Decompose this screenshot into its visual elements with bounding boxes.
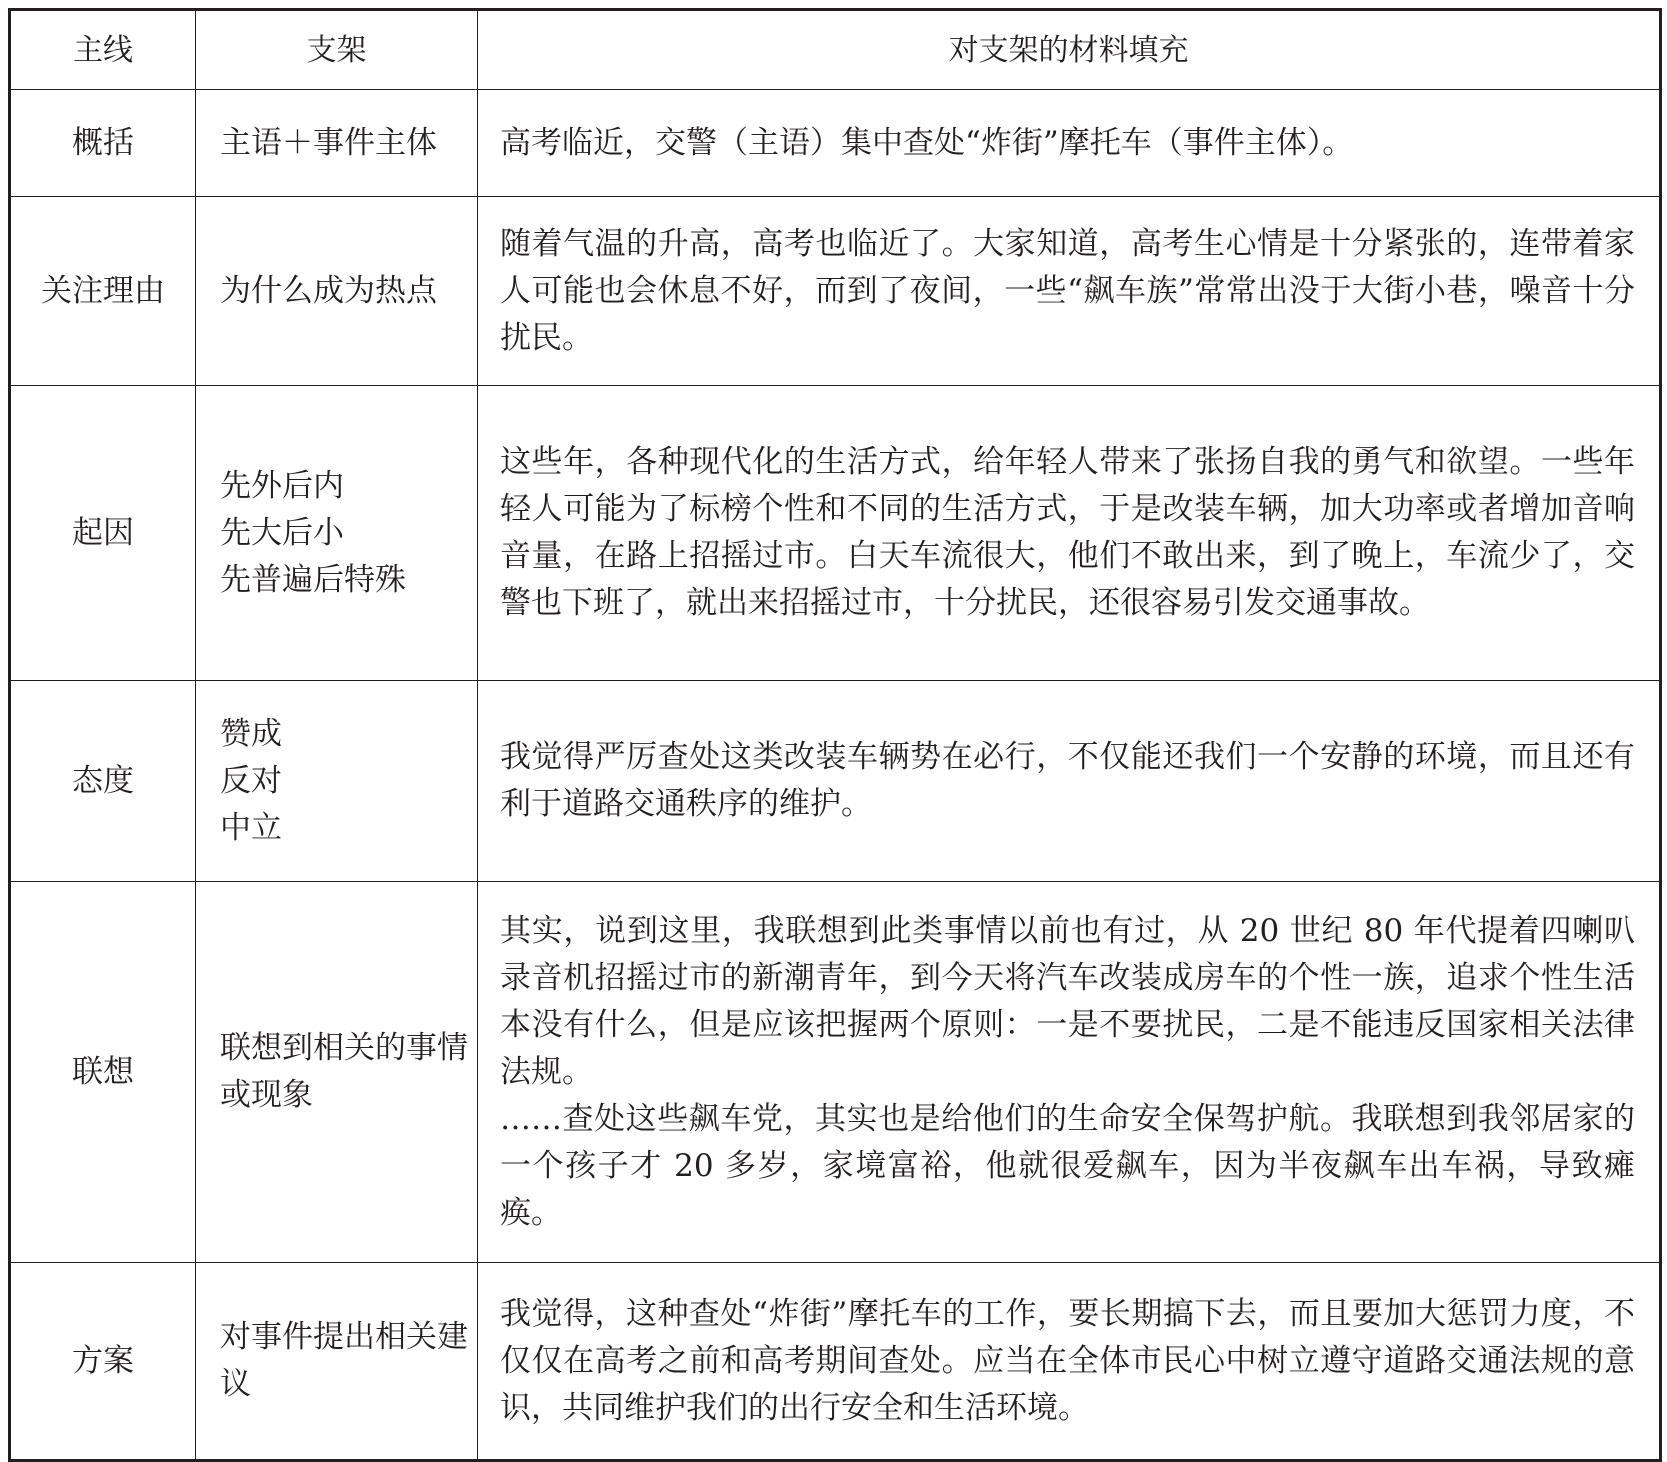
table-row — [10, 681, 1661, 882]
fill-paragraph: 高考临近，交警（主语）集中查处“炸街”摩托车（事件主体）。 — [500, 124, 1354, 161]
header-main: 主线 — [10, 10, 196, 90]
table-row — [10, 386, 1661, 681]
row-frame-cell — [196, 1263, 478, 1461]
row-main-cell: 起因 — [10, 386, 196, 681]
frame-line: 先外后内 — [220, 467, 344, 504]
row-fill-cell — [478, 1263, 1661, 1461]
row-frame-cell — [196, 197, 478, 386]
row-main-cell: 概括 — [10, 90, 196, 197]
row-fill-cell — [478, 882, 1661, 1263]
fill-paragraph: ……查处这些飙车党，其实也是给他们的生命安全保驾护航。我联想到我邻居家的一个孩子才 20 多岁，家境富裕，他就很爱飙车，因为半夜飙车出车祸，导致瘫痪。 — [500, 1100, 1635, 1231]
row-fill-cell — [478, 681, 1661, 882]
row-frame-cell — [196, 90, 478, 197]
frame-line: 先普遍后特殊 — [220, 561, 406, 598]
row-main-cell: 方案 — [10, 1263, 196, 1461]
row-fill-cell — [478, 386, 1661, 681]
document-page — [8, 8, 1659, 1462]
outline-table — [8, 8, 1662, 1462]
fill-paragraph: 我觉得，这种查处“炸街”摩托车的工作，要长期搞下去，而且要加大惩罚力度，不仅仅在高考之前和高考期间查处。应当在全体市民心中树立遵守道路交通法规的意识，共同维护我们的出行安全和生活环境。 — [500, 1295, 1635, 1426]
frame-line: 为什么成为热点 — [220, 272, 437, 309]
table-row — [10, 90, 1661, 197]
fill-paragraph: 这些年，各种现代化的生活方式，给年轻人带来了张扬自我的勇气和欲望。一些年轻人可能为了标榜个性和不同的生活方式，于是改装车辆，加大功率或者增加音响音量，在路上招摇过市。白天车流很大，他们不敢出来，到了晚上，车流少了，交警也下班了，就出来招摇过市，十分扰民，还很容易引发交通事故。 — [500, 444, 1635, 621]
fill-paragraph: 随着气温的升高，高考也临近了。大家知道，高考生心情是十分紧张的，连带着家人可能也会休息不好，而到了夜间，一些“飙车族”常常出没于大街小巷，噪音十分扰民。 — [500, 225, 1635, 356]
frame-line: 赞成 — [220, 715, 282, 752]
frame-line: 先大后小 — [220, 514, 344, 551]
row-main-cell: 态度 — [10, 681, 196, 882]
table-row — [10, 882, 1661, 1263]
row-fill-cell — [478, 197, 1661, 386]
row-main-cell: 关注理由 — [10, 197, 196, 386]
table-row — [10, 1263, 1661, 1461]
row-frame-cell — [196, 681, 478, 882]
table-row — [10, 197, 1661, 386]
fill-paragraph: 我觉得严厉查处这类改装车辆势在必行，不仅能还我们一个安静的环境，而且还有利于道路交通秩序的维护。 — [500, 739, 1635, 822]
row-main-cell: 联想 — [10, 882, 196, 1263]
frame-line: 反对 — [220, 762, 282, 799]
frame-line: 主语＋事件主体 — [220, 124, 437, 161]
header-fill: 对支架的材料填充 — [478, 10, 1661, 90]
row-frame-cell — [196, 882, 478, 1263]
header-frame: 支架 — [196, 10, 478, 90]
header-row — [10, 10, 1661, 90]
frame-line: 对事件提出相关建议 — [220, 1319, 468, 1402]
fill-paragraph: 其实，说到这里，我联想到此类事情以前也有过，从 20 世纪 80 年代提着四喇叭录音机招摇过市的新潮青年，到今天将汽车改装成房车的个性一族，追求个性生活本没有什么，但是应该把握两个原则：一是不要扰民，二是不能违反国家相关法律法规。 — [500, 912, 1635, 1090]
frame-line: 联想到相关的事情或现象 — [220, 1030, 468, 1113]
row-fill-cell — [478, 90, 1661, 197]
row-frame-cell — [196, 386, 478, 681]
frame-line: 中立 — [220, 809, 282, 846]
